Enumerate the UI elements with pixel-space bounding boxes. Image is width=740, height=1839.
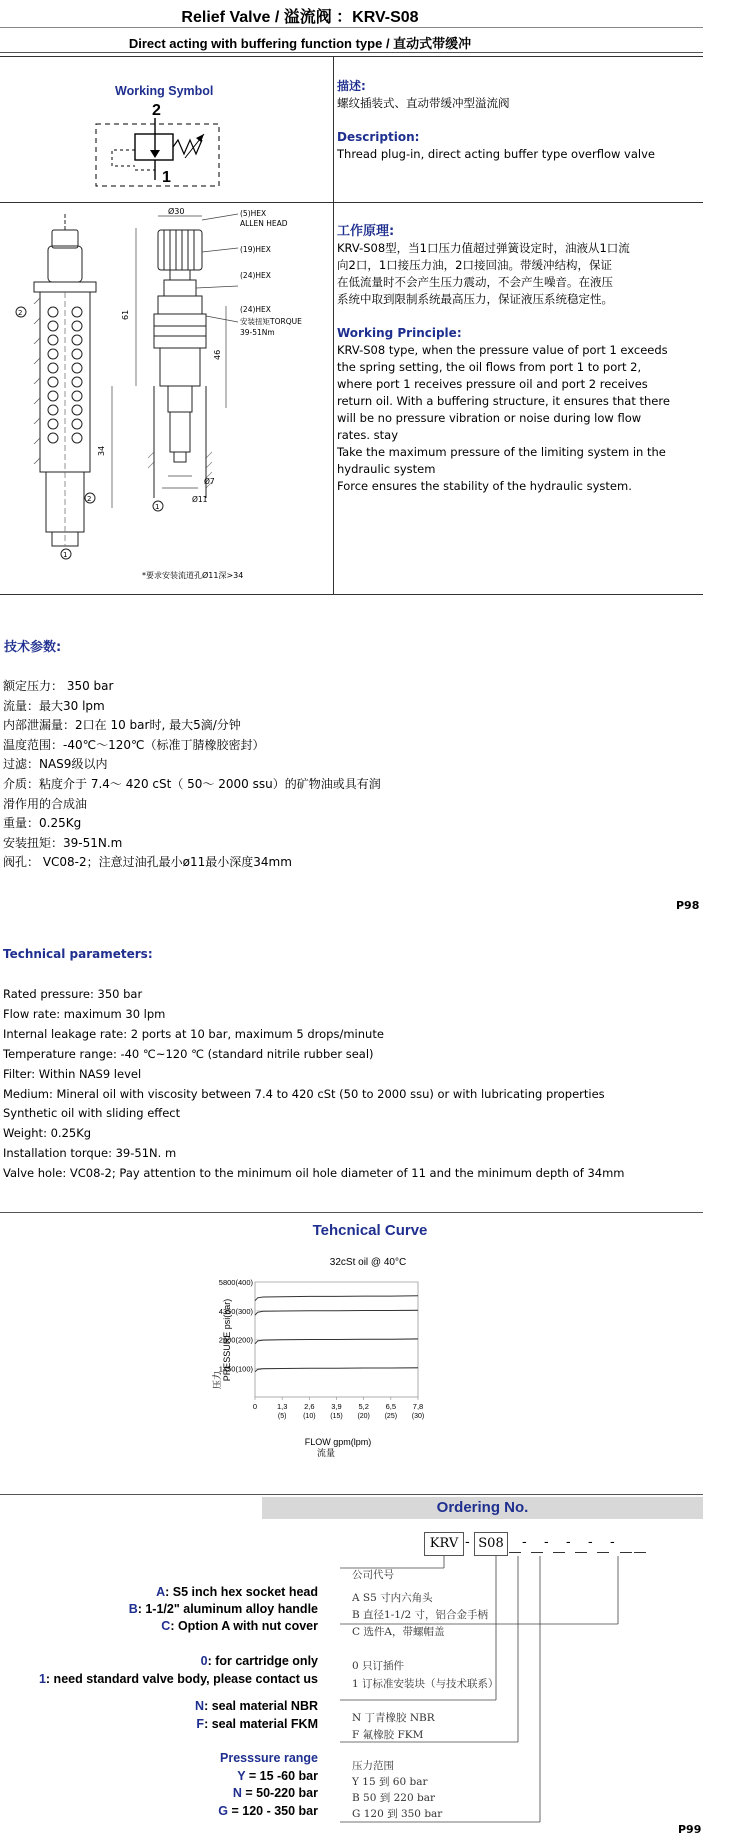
ordering-desc: = 50-220 bar xyxy=(241,1786,318,1800)
params-cn-heading: 技术参数: xyxy=(4,640,62,655)
label-torque: 安装扭矩TORQUE xyxy=(240,317,302,326)
working-symbol-label: Working Symbol xyxy=(115,84,214,98)
code-sep: - xyxy=(588,1535,593,1550)
code-slot-pressure xyxy=(575,1540,587,1553)
params-en-line: Temperature range: -40 ℃~120 ℃ (standard nitrile rubber seal) xyxy=(3,1046,374,1061)
code-sep: - xyxy=(566,1535,571,1550)
ordering-heading: Ordering No. xyxy=(436,1499,529,1516)
valve-cross-section-drawing xyxy=(8,208,330,590)
ordering-key: C xyxy=(161,1619,171,1633)
params-en-line: Flow rate: maximum 30 lpm xyxy=(3,1006,166,1021)
drawing-port-1: 1 xyxy=(155,503,160,511)
params-en-line: Medium: Mineral oil with viscosity between 7.4 to 420 cSt (50 to 2000 ssu) or with lubricating properties xyxy=(3,1086,605,1101)
code-slot-extra xyxy=(597,1540,609,1553)
dim-30: Ø30 xyxy=(168,207,185,216)
label-torque-value: 39-51Nm xyxy=(240,328,275,337)
ordering-desc: : 1-1/2" aluminum alloy handle xyxy=(137,1602,318,1616)
ordering-handle-c xyxy=(0,1618,318,1635)
ordering-seal-option: N 丁青橡胶 NBR xyxy=(352,1712,435,1724)
table-rule xyxy=(0,56,703,57)
ordering-cartridge-1 xyxy=(0,1670,318,1688)
ordering-handle-a xyxy=(0,1584,318,1601)
principle-en-line: rates. stay xyxy=(337,428,399,442)
params-cn-line: 重量：0.25Kg xyxy=(3,816,82,831)
code-sep: - xyxy=(610,1535,615,1550)
chart-title: Tehcnical Curve xyxy=(312,1222,428,1239)
chart-x-label-cn: 流量 xyxy=(316,1449,336,1459)
symbol-port-2: 2 xyxy=(152,102,161,119)
params-cn-line: 阀孔： VC08-2；注意过油孔最小ø11最小深度34mm xyxy=(3,855,292,870)
chart-x-tick-label: 1,3 xyxy=(276,1402,288,1411)
principle-en-line: where port 1 receives pressure oil and port 2 receives xyxy=(337,377,648,391)
params-cn-line: 温度范围：-40℃～120℃（标准丁腈橡胶密封） xyxy=(3,737,265,752)
dim-7: Ø7 xyxy=(204,477,215,486)
page-subtitle: Direct acting with buffering function type / 直动式带缓冲 xyxy=(128,36,472,51)
chart-series-curve-350 xyxy=(255,1296,418,1301)
principle-en-line: return oil. With a buffering structure, it ensures that there xyxy=(337,394,670,408)
ordering-pressure-option: B 50 到 220 bar xyxy=(352,1792,435,1804)
chart-subtitle: 32cSt oil @ 40°C xyxy=(329,1257,407,1268)
params-en-line: Valve hole: VC08-2; Pay attention to the minimum oil hole diameter of 11 and the minimum depth of 34mm xyxy=(3,1166,625,1181)
chart-x-tick-label-lpm: (25) xyxy=(384,1413,398,1420)
dim-46: 46 xyxy=(213,349,222,360)
params-cn-line: 滑作用的合成油 xyxy=(3,796,88,811)
principle-en-line: will be no pressure vibration or noise during low flow xyxy=(337,411,642,425)
code-sep: - xyxy=(465,1535,470,1550)
code-box-krv: KRV xyxy=(424,1532,464,1556)
ordering-cartridge-option: 1 订标准安装块（与技术联系） xyxy=(352,1678,499,1690)
ordering-key: Y xyxy=(237,1768,246,1783)
chart-x-tick-label-lpm: (20) xyxy=(357,1413,370,1420)
params-en-line: Rated pressure: 350 bar xyxy=(3,987,143,1001)
code-sep: - xyxy=(522,1535,527,1550)
chart-x-label: FLOW gpm(lpm) xyxy=(304,1437,372,1447)
chart-y-tick-label: 2900(200) xyxy=(218,1335,253,1345)
chart-series-curve-200 xyxy=(255,1339,418,1344)
dim-11: Ø11 xyxy=(192,495,208,504)
principle-en-line: the spring setting, the oil flows from port 1 to port 2, xyxy=(337,360,642,374)
dim-61: 61 xyxy=(121,309,130,320)
ordering-pressure-option: Y 15 到 60 bar xyxy=(352,1776,428,1788)
ordering-cartridge-0 xyxy=(0,1652,318,1670)
ordering-seal-option: F 氟橡胶 FKM xyxy=(352,1729,424,1741)
ordering-handle-option: B 直径1-1/2 寸，铝合金手柄 xyxy=(352,1609,489,1621)
ordering-handle-option: C 选件A，带螺帽盖 xyxy=(352,1626,445,1638)
description-en-heading: Description: xyxy=(337,130,420,144)
params-cn-line: 过滤：NAS9级以内 xyxy=(3,757,108,772)
label-hex19: (19)HEX xyxy=(240,245,271,254)
ordering-pressure-n xyxy=(0,1785,318,1803)
params-en-heading: Technical parameters: xyxy=(3,947,153,961)
principle-en-line: Take the maximum pressure of the limiting system in the xyxy=(337,445,666,459)
ordering-pressure-label: Presssure range xyxy=(220,1751,318,1765)
ordering-handle-option: A S5 寸内六角头 xyxy=(352,1592,433,1604)
chart-x-tick-label: 3,9 xyxy=(331,1402,342,1411)
code-slot-handle xyxy=(509,1540,521,1553)
principle-cn-line: KRV-S08型，当1口压力值超过弹簧设定时，油液从1口流 xyxy=(337,241,630,255)
principle-cn-heading: 工作原理: xyxy=(337,224,395,239)
chart-x-tick-label: 5,2 xyxy=(358,1402,369,1411)
chart-y-label: PRESSURE psi(bar) xyxy=(222,1298,232,1382)
ordering-key: N xyxy=(232,1786,242,1800)
chart-y-tick-label: 5800(400) xyxy=(218,1278,253,1287)
params-en-line: Installation torque: 39-51N. m xyxy=(3,1146,177,1161)
ordering-key: F xyxy=(196,1717,205,1731)
label-hex24a: (24)HEX xyxy=(240,271,271,280)
page-title: Relief Valve / 溢流阀 ：KRV-S08 xyxy=(181,9,419,26)
chart-series-curve-100 xyxy=(255,1368,418,1372)
params-cn-line: 安装扭矩：39-51N.m xyxy=(3,835,123,850)
principle-en-line: hydraulic system xyxy=(337,462,436,476)
table-rule xyxy=(0,202,703,203)
principle-en-heading: Working Principle: xyxy=(337,326,462,340)
section-port-2: 2 xyxy=(18,309,23,317)
ordering-desc: = 15 -60 bar xyxy=(245,1768,318,1783)
chart-x-tick-label-lpm: (15) xyxy=(330,1413,343,1420)
params-en-line: Filter: Within NAS9 level xyxy=(3,1066,142,1081)
ordering-key: G xyxy=(218,1803,228,1818)
ordering-key: 1 xyxy=(38,1672,46,1686)
section-rule xyxy=(0,1494,703,1495)
ordering-desc: : need standard valve body, please contact us xyxy=(45,1672,318,1686)
params-en-line: Internal leakage rate: 2 ports at 10 bar, maximum 5 drops/minute xyxy=(3,1026,384,1041)
chart-x-tick-label-lpm: (10) xyxy=(303,1413,316,1420)
page-number-p98: P98 xyxy=(676,899,700,912)
ordering-seal-f xyxy=(0,1715,318,1733)
code-box-s08: S08 xyxy=(474,1532,508,1556)
code-slot-seal xyxy=(553,1540,565,1553)
dim-34: 34 xyxy=(97,445,106,456)
chart-y-label-cn: 压力 xyxy=(213,1370,223,1390)
label-hex24b: (24)HEX xyxy=(240,305,271,314)
section-port-1: 1 xyxy=(63,551,68,559)
ordering-desc: : seal material NBR xyxy=(204,1699,318,1713)
code-slot-cartridge xyxy=(531,1540,543,1553)
ordering-pressure-option: G 120 到 350 bar xyxy=(352,1808,443,1820)
chart-x-tick-label: 7,8 xyxy=(412,1402,424,1411)
ordering-handle-b xyxy=(0,1601,318,1618)
ordering-pressure-y xyxy=(0,1768,318,1786)
ordering-key: 0 xyxy=(200,1654,208,1668)
ordering-desc: : for cartridge only xyxy=(207,1654,318,1668)
chart-y-tick-label: 4350(300) xyxy=(218,1306,253,1316)
pressure-flow-chart xyxy=(213,1248,510,1480)
params-cn-line: 流量：最大30 lpm xyxy=(3,698,105,713)
description-en-text: Thread plug-in, direct acting buffer type overflow valve xyxy=(337,147,655,161)
ordering-key: A xyxy=(156,1585,166,1599)
chart-series-curve-300 xyxy=(255,1310,418,1315)
principle-en-line: KRV-S08 type, when the pressure value of port 1 exceeds xyxy=(337,343,668,357)
section-port-2b: 2 xyxy=(87,495,92,503)
code-sep: - xyxy=(544,1535,549,1550)
chart-x-tick-label-lpm: (30) xyxy=(411,1413,425,1420)
ordering-company-code: 公司代号 xyxy=(352,1569,394,1581)
code-slot-extra xyxy=(634,1540,646,1553)
ordering-key: N xyxy=(195,1699,205,1713)
principle-cn-line: 在低流量时不会产生压力震动，不会产生噪音。在液压 xyxy=(337,275,613,289)
ordering-pressure-title: 压力范围 xyxy=(352,1760,394,1772)
params-en-line: Weight: 0.25Kg xyxy=(3,1126,92,1141)
chart-x-tick-label: 6,5 xyxy=(385,1402,397,1411)
principle-en-line: Force ensures the stability of the hydraulic system. xyxy=(337,479,632,493)
principle-cn-line: 向2口，1口接压力油，2口接回油。带缓冲结构，保证 xyxy=(337,258,612,272)
working-symbol-diagram xyxy=(90,98,230,194)
params-cn-line: 额定压力： 350 bar xyxy=(3,679,114,693)
ordering-seal-n xyxy=(0,1697,318,1715)
ordering-desc: : Option A with nut cover xyxy=(170,1619,318,1633)
title-divider xyxy=(0,27,703,28)
chart-x-tick-label-lpm: (5) xyxy=(277,1413,287,1420)
ordering-desc: : seal material FKM xyxy=(204,1717,318,1731)
header-bottom-rule xyxy=(0,52,703,53)
description-cn-heading: 描述: xyxy=(337,79,366,93)
ordering-desc: = 120 - 350 bar xyxy=(228,1803,318,1818)
principle-cn-line: 系统中取到限制系统最高压力，保证液压系统稳定性。 xyxy=(337,292,613,306)
ordering-cartridge-option: 0 只订插件 xyxy=(352,1660,405,1672)
chart-x-tick-label: 2,6 xyxy=(304,1402,315,1411)
table-rule xyxy=(0,594,703,595)
symbol-port-1: 1 xyxy=(162,169,171,186)
params-en-line: Synthetic oil with sliding effect xyxy=(3,1106,181,1121)
page-number-p99: P99 xyxy=(678,1823,702,1836)
params-cn-line: 介质：粘度介于 7.4～ 420 cSt（ 50～ 2000 ssu）的矿物油或具有润 xyxy=(3,776,381,791)
ordering-desc: : S5 inch hex socket head xyxy=(165,1585,318,1599)
params-cn-line: 内部泄漏量：2口在 10 bar时, 最大5滴/分钟 xyxy=(3,718,241,733)
description-cn-text: 螺纹插装式、直动带缓冲型溢流阀 xyxy=(337,96,510,110)
order-code-boxes xyxy=(424,1532,650,1556)
ordering-pressure-g xyxy=(0,1803,318,1821)
ordering-key: B xyxy=(128,1602,138,1616)
chart-x-tick-label: 0 xyxy=(252,1402,258,1411)
code-slot-extra xyxy=(620,1540,632,1553)
table-column-divider xyxy=(333,56,334,594)
drawing-install-note: *要求安装流道孔Ø11深>34 xyxy=(142,571,244,580)
label-hex5: (5)HEX xyxy=(240,209,267,218)
section-rule xyxy=(0,1212,703,1213)
label-allen-head: ALLEN HEAD xyxy=(240,219,288,228)
chart-y-tick-label: 1450(100) xyxy=(218,1364,253,1374)
